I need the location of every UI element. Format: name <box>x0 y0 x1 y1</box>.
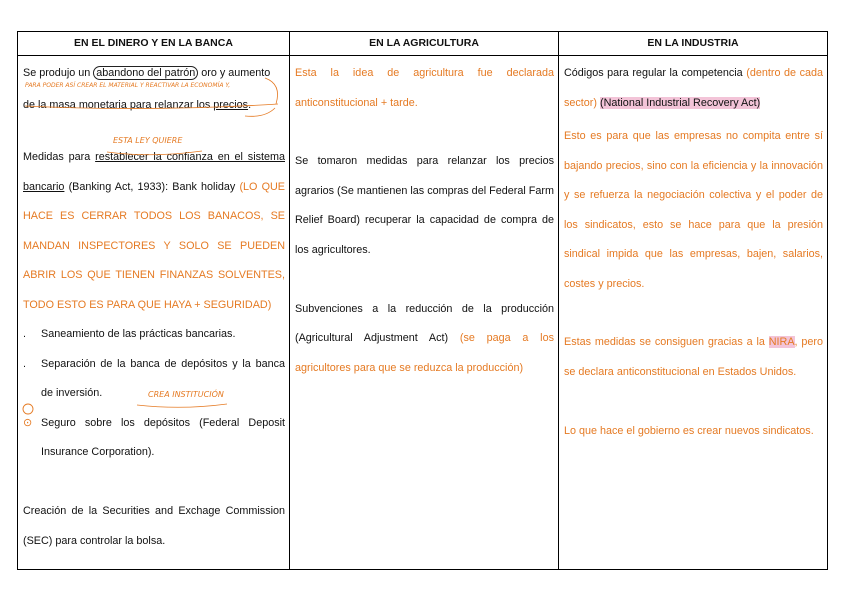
handwritten-note: ESTA LEY QUIERE <box>113 136 183 145</box>
paragraph-nira: Estas medidas se consiguen gracias a la NIRA, pero se declara anticonstitucional en Estados Unidos. <box>564 336 824 378</box>
handwritten-note: CREA INSTITUCIÓN <box>148 390 224 399</box>
handwritten-note: PARA PODER ASÍ CREAR EL MATERIAL Y REACTIVAR LA ECONOMÍA Y, <box>25 82 231 89</box>
header-divider <box>18 55 827 56</box>
list-item: . Saneamiento de las prácticas bancarias. <box>23 320 285 350</box>
highlight: NIRA <box>768 336 795 348</box>
paragraph-patron-oro: Se produjo un abandono del patrón oro y aumento de la masa monetaria para relanzar los precios. <box>23 67 271 111</box>
paragraph-subvenciones: Subvenciones a la reducción de la producción (Agricultural Adjustment Act) (se paga a los agricultores para que se reduzca la producción) <box>295 302 554 374</box>
circled-text: abandono del patrón <box>93 66 198 80</box>
header-industria: EN LA INDUSTRIA <box>647 37 739 49</box>
paragraph-sindicatos: Lo que hace el gobierno es crear nuevos sindicatos. <box>564 424 814 437</box>
column-agricultura <box>295 59 554 383</box>
list-item: . Separación de la banca de depósitos y la banca de inversión. <box>23 350 285 409</box>
header-agricultura: EN LA AGRICULTURA <box>369 37 479 49</box>
paragraph-competencia: Esto es para que las empresas no compita entre sí bajando precios, sino con la eficiencia y la innovación y se refuerza la negociación colectiva y el poder de los sindicatos, esto se hace para que la presión sindical impida que las empresas, bajen, salarios, costes y precios. <box>564 130 823 290</box>
handwritten-underline-icon <box>20 74 290 122</box>
bullet-icon: . <box>23 328 26 340</box>
handwritten-brace-icon <box>102 148 212 158</box>
bullet-icon: . <box>23 357 26 370</box>
paragraph-codigos: Códigos para regular la competencia (dentro de cada sector) (National Industrial Recovery Act) <box>564 67 823 109</box>
handwritten-mark-icon <box>20 402 36 416</box>
list-item: ⊙ Seguro sobre los depósitos (Federal Deposit Insurance Corporation). <box>23 409 285 468</box>
highlight: (National Industrial Recovery Act) <box>600 96 761 109</box>
column-industria <box>564 59 823 446</box>
paragraph-confianza-bancaria: Medidas para restablecer la confianza en el sistema bancario (Banking Act, 1933): Bank holiday (LO QUE HACE ES CERRAR TODOS LOS BANACOS, SE MANDAN INSPECTORES Y SOLO SE PUEDEN ABRIR LOS QUE TIENEN FINANZAS SOLVENTES, TODO ESTO ES PARA QUE HAYA + SEGURIDAD) <box>23 151 285 311</box>
paragraph-sec: Creación de la Securities and Exchage Commission (SEC) para controlar la bolsa. <box>23 505 285 547</box>
header-dinero-banca: EN EL DINERO Y EN LA BANCA <box>74 37 233 49</box>
column-dinero-banca <box>23 59 285 556</box>
handwritten-brace-icon <box>132 402 232 410</box>
bullet-icon: ⊙ <box>23 416 33 429</box>
paragraph-precios-agrarios: Se tomaron medidas para relanzar los precios agrarios (Se mantienen las compras del Federal Farm Relief Board) recuperar la capacidad de compra de los agricultores. <box>295 155 554 256</box>
paragraph-anticonstitucional: Esta la idea de agricultura fue declarada anticonstitucional + tarde. <box>295 67 554 109</box>
column-divider <box>558 32 559 569</box>
